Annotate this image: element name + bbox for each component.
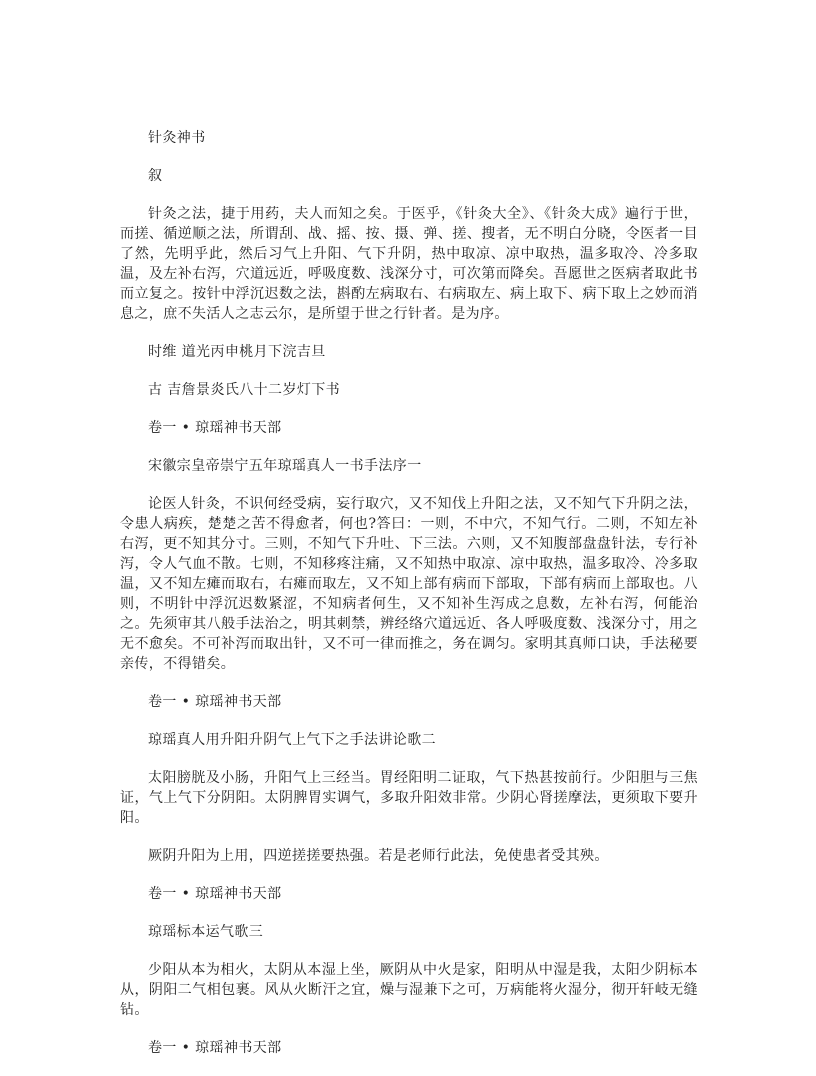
volume-heading: 卷一 • 琼瑶神书天部 xyxy=(148,420,282,436)
section-title: 琼瑶真人用升阳升阴气上气下之手法讲论歌二 xyxy=(148,732,436,748)
volume-heading: 卷一 • 琼瑶神书天部 xyxy=(148,1040,282,1056)
document-page xyxy=(120,128,698,1076)
preface-body: 针灸之法，捷于用药，夫人而知之矣。于医乎，《针灸大全》、《针灸大成》遍行于世，而搓、循逆顺之法，所谓刮、战、摇、按、摄、弹、搓、搜者，无不明白分晓，令医者一目了然，先明乎此，然后习气上升阳、气下升阴，热中取凉、凉中取热，温多取冷、冷多取温，及左补右泻，穴道远近，呼吸度数、浅深分寸，可次第而降矣。吾愿世之医病者取此书而立复之。按针中浮沉迟数之法，斟酌左病取右、右病取左、病上取下、病下取上之妙而消息之，庶不失活人之志云尔，是所望于世之行针者。是为序。 xyxy=(120,206,698,322)
volume-heading: 卷一 • 琼瑶神书天部 xyxy=(148,886,282,902)
section-paragraph: 少阳从本为相火，太阴从本湿上坐，厥阴从中火是家，阳明从中湿是我，太阳少阴标本从，阴阳二气相包裹。风从火断汗之宜，燥与湿兼下之可，万病能将火湿分，彻开轩岐无缝钻。 xyxy=(120,962,698,1018)
section-paragraph: 论医人针灸，不识何经受病，妄行取穴，又不知伐上升阳之法，又不知气下升阴之法，令患人病疾，楚楚之苦不得愈者，何也?答曰：一则，不中穴，不知气行。二则，不知左补右泻，更不知其分寸。三则，不知气下升吐、下三法。六则，又不知腹部盘盘针法，专行补泻，令人气血不散。七则，不知移疼注痛，又不知热中取凉、凉中取热，温多取冷、冷多取温，又不知左瘫而取右，右瘫而取左，又不知上部有病而下部取，下部有病而上部取也。八则，不明针中浮沉迟数紧涩，不知病者何生，又不知补生泻成之息数，左补右泻，何能治之。先须审其八般手法治之，明其刺禁，辨经络穴道远近、各人呼吸度数、浅深分寸，用之无不愈矣。不可补泻而取出针，又不可一律而推之，务在调匀。家明其真师口诀，手法秘要亲传，不得错矣。 xyxy=(120,496,698,672)
volume-heading: 卷一 • 琼瑶神书天部 xyxy=(148,694,282,710)
date-line: 时维 道光丙申桃月下浣吉旦 xyxy=(148,344,326,360)
section-title: 宋徽宗皇帝崇宁五年琼瑶真人一书手法序一 xyxy=(148,458,422,474)
author-line: 古 吉詹景炎氏八十二岁灯下书 xyxy=(148,382,341,398)
section-title: 琼瑶标本运气歌三 xyxy=(148,924,264,940)
section-paragraph: 厥阴升阳为上用，四逆搓搓要热强。若是老师行此法，免使患者受其殃。 xyxy=(148,848,609,864)
document-title: 针灸神书 xyxy=(148,130,206,146)
preface-heading: 叙 xyxy=(148,168,163,184)
section-paragraph: 太阳膀胱及小肠，升阳气上三经当。胃经阳明二证取，气下热甚按前行。少阳胆与三焦证，气上气下分阴阳。太阴脾胃实调气，多取升阳效非常。少阴心肾搓摩法，更须取下要升阳。 xyxy=(120,770,698,826)
